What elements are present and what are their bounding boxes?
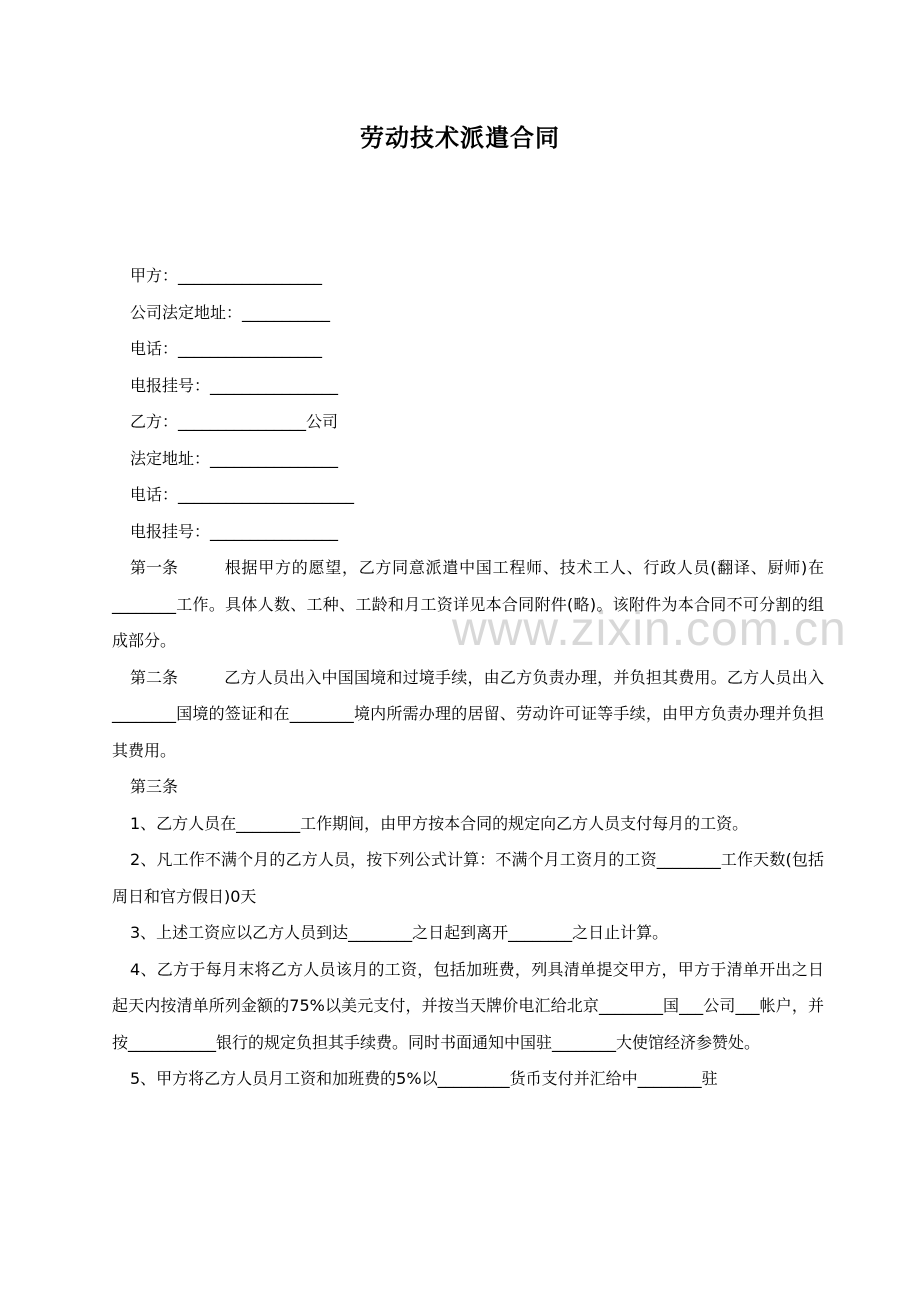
field-telegram-b: 电报挂号：________________ [130, 521, 339, 541]
article-3-item-4: 4、乙方于每月末将乙方人员该月的工资，包括加班费，列具清单提交甲方，甲方于清单开出之日起天内按清单所列金额的75%以美元支付，并按当天牌价电汇给北京________国___公司___帐户，并按___________银行的规定负担其手续费。同时书面通知中国驻________大使馆经济参赞处。 [112, 959, 824, 1052]
field-phone-b: 电话：______________________ [130, 485, 355, 504]
field-company-address: 公司法定地址：___________ [130, 302, 331, 322]
article-3-item-1: 1、乙方人员在________工作期间，由甲方按本合同的规定向乙方人员支付每月的工资。 [130, 813, 749, 833]
field-party-b: 乙方：________________公司 [130, 412, 339, 431]
article-2 [112, 660, 824, 770]
field-phone-a: 电话：__________________ [130, 339, 323, 358]
article-1 [112, 550, 824, 660]
article-3-item-2: 2、凡工作不满个月的乙方人员，按下列公式计算：不满个月工资月的工资________工作天数(包括周日和官方假日)0天 [112, 850, 824, 906]
article-1-head: 第一条 [130, 558, 179, 577]
field-party-a: 甲方：__________________ [130, 266, 323, 285]
article-3-item-3: 3、上述工资应以乙方人员到达________之日起到离开________之日止计算。 [130, 923, 669, 942]
article-1-text: 根据甲方的愿望，乙方同意派遣中国工程师、技术工人、行政人员(翻译、厨师)在________工作。具体人数、工种、工龄和月工资详见本合同附件(略)。该附件为本合同不可分割的组成部分。 [112, 558, 824, 650]
article-2-text: 乙方人员出入中国国境和过境手续，由乙方负责办理，并负担其费用。乙方人员出入________国境的签证和在________境内所需办理的居留、劳动许可证等手续，由甲方负责办理并负担其费用。 [112, 667, 824, 760]
document-title: 劳动技术派遣合同 [360, 124, 560, 152]
field-legal-address-b: 法定地址：________________ [130, 448, 339, 468]
field-telegram-a: 电报挂号：________________ [130, 375, 339, 395]
article-2-head: 第二条 [130, 667, 179, 687]
article-3-head: 第三条 [130, 777, 179, 796]
article-3-item-5: 5、甲方将乙方人员月工资和加班费的5%以_________货币支付并汇给中________驻 [130, 1069, 718, 1088]
watermark: www.zixin.com.cn [452, 603, 847, 656]
document-body [112, 258, 824, 1098]
